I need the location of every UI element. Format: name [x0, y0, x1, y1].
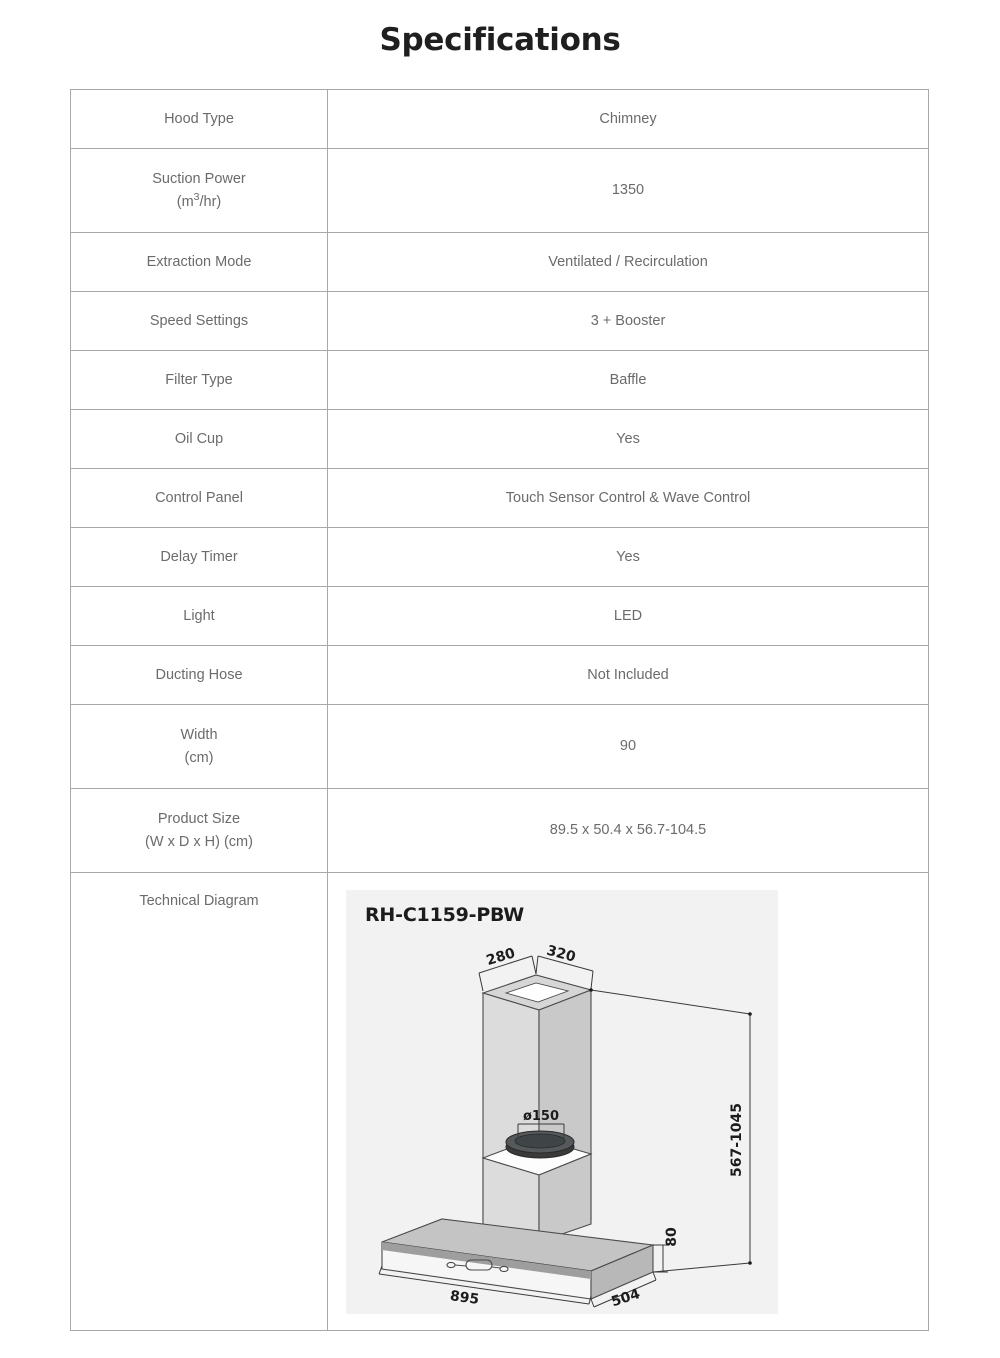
spec-value-suction-power: 1350 [328, 149, 929, 233]
spec-label-extraction-mode [71, 233, 328, 292]
spec-label-text: Filter Type [165, 371, 233, 388]
spec-value-extraction-mode: Ventilated / Recirculation [328, 233, 929, 292]
spec-label-unit: $(m^3/hr)$ [176, 191, 222, 210]
spec-value-control-panel: Touch Sensor Control & Wave Control [328, 469, 929, 528]
dim-280-ext-right [532, 956, 536, 974]
spec-label-text: Oil Cup [174, 430, 224, 447]
spec-label-speed-settings [71, 292, 328, 351]
dim-895-ext-left [379, 1266, 382, 1274]
dim-label-280: 280 [484, 945, 518, 970]
spec-label-text: Light [183, 607, 215, 624]
spec-label-text: Control Panel [155, 489, 243, 506]
spec-label-text: Technical Diagram [139, 893, 259, 909]
spec-label-width [71, 705, 328, 789]
diagram-model-number: RH-C1159-PBW [365, 904, 525, 926]
technical-diagram-panel [346, 890, 778, 1314]
spec-label-text: Extraction Mode [146, 253, 252, 270]
table-row [71, 351, 929, 410]
spec-label-text: Hood Type [164, 110, 234, 127]
dim-label-height-range: 567-1045 [729, 1103, 745, 1177]
spec-label-text: Width [180, 727, 218, 744]
spec-value-oil-cup: Yes [328, 410, 929, 469]
dim-320-ext-left [536, 956, 538, 974]
dim-280-ext-left [479, 973, 483, 991]
table-row [71, 90, 929, 149]
spec-value-hood-type: Chimney [328, 90, 929, 149]
table-row [71, 789, 929, 873]
spec-label-oil-cup [71, 410, 328, 469]
table-row [71, 149, 929, 233]
page-title: Specifications [379, 22, 621, 58]
dim-320-ext-right [591, 971, 593, 989]
dim-height-leader-bottom [653, 1263, 750, 1272]
spec-label-unit: (W x D x H) (cm) [145, 833, 253, 850]
dim-label-outlet-diameter: ø150 [522, 1109, 560, 1124]
spec-label-text: Suction Power [152, 171, 246, 188]
spec-value-delay-timer: Yes [328, 528, 929, 587]
spec-value-filter-type: Baffle [328, 351, 929, 410]
spec-value-light: LED [328, 587, 929, 646]
table-row [71, 469, 929, 528]
table-row [71, 587, 929, 646]
specifications-table [70, 89, 929, 1331]
spec-value-product-size: 89.5 x 50.4 x 56.7-104.5 [328, 789, 929, 873]
spec-label-control-panel [71, 469, 328, 528]
spec-label-hood-type [71, 90, 328, 149]
spec-label-technical-diagram [71, 873, 328, 1331]
spec-label-light [71, 587, 328, 646]
spec-label-unit: (cm) [184, 749, 214, 766]
table-row [71, 705, 929, 789]
spec-label-delay-timer [71, 528, 328, 587]
dim-label-320: 320 [544, 942, 578, 966]
spec-value-ducting-hose: Not Included [328, 646, 929, 705]
table-row [71, 528, 929, 587]
dim-point-chimney-top [589, 988, 593, 992]
spec-value-technical-diagram [328, 873, 929, 1331]
vent-collar-bore-icon [515, 1134, 565, 1148]
spec-label-text: Delay Timer [160, 548, 238, 565]
dim-point-height-bottom [748, 1261, 752, 1265]
spec-label-text: Product Size [157, 811, 241, 828]
dim-label-canopy-thickness: 80 [664, 1227, 680, 1247]
spec-label-ducting-hose [71, 646, 328, 705]
table-row-technical-diagram [71, 873, 929, 1331]
table-row [71, 410, 929, 469]
specifications-table-body [71, 90, 929, 1331]
spec-value-width: 90 [328, 705, 929, 789]
spec-label-suction-power [71, 149, 328, 233]
spec-label-text: Speed Settings [149, 312, 249, 329]
dim-point-height-top [748, 1012, 752, 1016]
table-row [71, 292, 929, 351]
spec-value-speed-settings: 3 + Booster [328, 292, 929, 351]
dim-height-leader-top [591, 990, 750, 1014]
dim-label-canopy-width: 895 [448, 1288, 481, 1308]
table-row [71, 233, 929, 292]
dim-504-ext-right [653, 1272, 656, 1280]
table-row [71, 646, 929, 705]
dim-label-canopy-depth: 504 [609, 1286, 643, 1311]
spec-label-text: Ducting Hose [155, 666, 243, 683]
spec-label-product-size [71, 789, 328, 873]
spec-label-filter-type [71, 351, 328, 410]
dim-504-ext-left [591, 1299, 594, 1307]
cooker-hood-isometric-drawing [346, 890, 778, 1314]
